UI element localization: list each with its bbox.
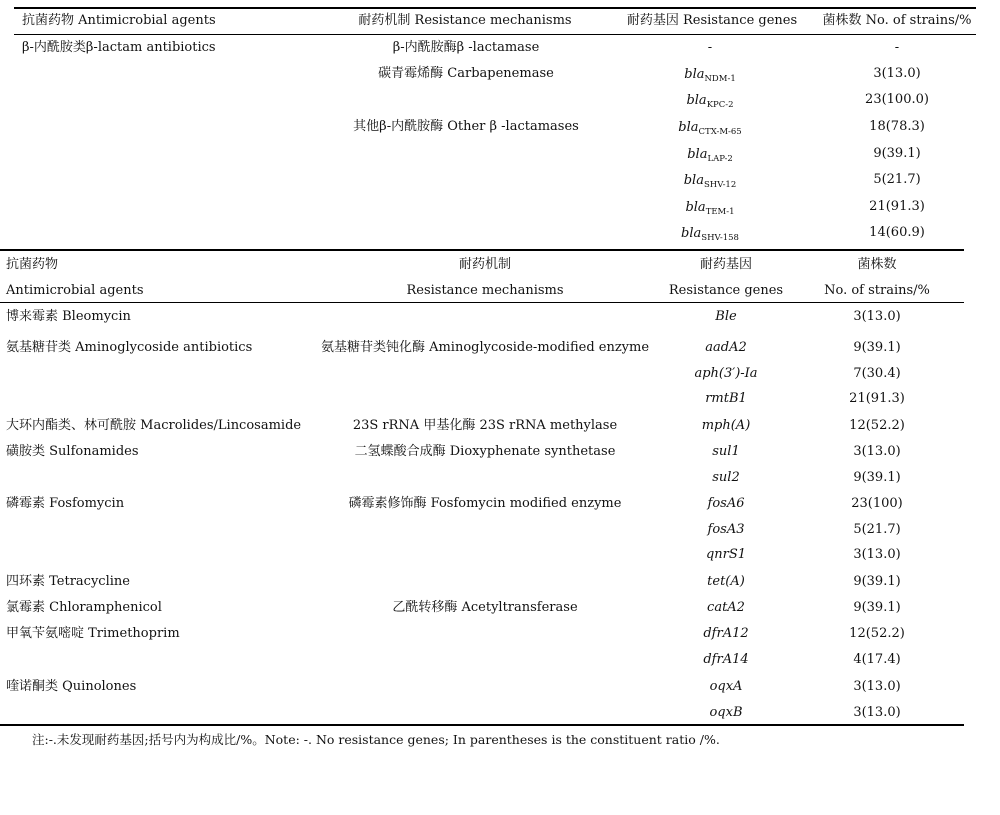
strains-cell: - [894, 40, 900, 55]
table1-header-rule [14, 34, 976, 35]
agent-cell: 磺胺类 Sulfonamides [6, 444, 139, 459]
agent-cell: 四环素 Tetracycline [6, 574, 130, 589]
table1-header-mechanisms: 耐药机制 Resistance mechanisms [358, 13, 572, 28]
mechanism-cell: 碳青霉烯酶 Carbapenemase [378, 66, 554, 81]
gene-cell [710, 679, 743, 695]
gene-subscript: CTX-M-65 [698, 127, 742, 137]
strains-cell: 3(13.0) [873, 66, 921, 81]
strains-cell: 9(39.1) [853, 340, 901, 355]
strains-cell: 5(21.7) [853, 522, 901, 537]
strains-cell: 23(100) [851, 496, 903, 511]
table2-header-agents-cn: 抗菌药物 [6, 257, 59, 272]
agent-cell: 甲氧苄氨嘧啶 Trimethoprim [6, 626, 180, 641]
table1-header-genes: 耐药基因 Resistance genes [626, 13, 798, 28]
gene-base: bla [683, 173, 704, 188]
strains-cell: 9(39.1) [853, 574, 901, 589]
strains-cell: 23(100.0) [865, 92, 929, 107]
gene-name: aadA2 [705, 340, 747, 355]
gene-base: bla [684, 67, 705, 82]
table2-header-agents-en: Antimicrobial agents [6, 283, 144, 298]
gene-cell [708, 496, 745, 512]
strains-cell: 3(13.0) [853, 547, 901, 562]
gene-base: bla [685, 200, 706, 215]
strains-cell: 9(39.1) [853, 600, 901, 615]
mechanism-cell: 二氢蝶酸合成酶 Dioxyphenate synthetase [354, 444, 616, 459]
gene-name: oqxB [709, 705, 743, 720]
gene-name: oqxA [709, 679, 743, 694]
strains-cell: 4(17.4) [853, 652, 901, 667]
gene-name: qnrS1 [705, 547, 747, 562]
strains-cell: 5(21.7) [873, 172, 921, 187]
table1-bottom-rule [0, 249, 964, 251]
table2-header-strains-en: No. of strains/% [824, 283, 930, 298]
gene-cell [703, 652, 748, 668]
gene-base: bla [678, 120, 699, 135]
gene-cell [681, 226, 739, 246]
gene-name: dfrA14 [703, 652, 749, 667]
agent-cell: β-内酰胺类β-lactam antibiotics [22, 40, 216, 55]
gene-cell [706, 547, 746, 563]
gene-name: tet(A) [707, 574, 745, 589]
strains-cell: 3(13.0) [853, 679, 901, 694]
strains-cell: 3(13.0) [853, 705, 901, 720]
agent-cell: 大环内酯类、林可酰胺 Macrolides/Lincosamide [6, 418, 302, 433]
gene-cell [712, 470, 739, 486]
gene-subscript: TEM-1 [705, 207, 735, 217]
agent-cell: 喹诺酮类 Quinolones [6, 679, 137, 694]
gene-subscript: LAP-2 [707, 154, 733, 164]
gene-cell [684, 173, 737, 193]
gene-cell [708, 522, 745, 538]
gene-base: bla [687, 147, 708, 162]
gene-cell [687, 147, 733, 167]
table2-header-genes-cn: 耐药基因 [699, 257, 753, 272]
table2-header-mechanisms-en: Resistance mechanisms [406, 283, 564, 298]
strains-cell: 9(39.1) [853, 470, 901, 485]
strains-cell: 9(39.1) [873, 146, 921, 161]
gene-name: catA2 [707, 600, 745, 615]
table1-header-agents: 抗菌药物 Antimicrobial agents [22, 13, 216, 28]
table1-top-rule [14, 7, 976, 9]
gene-cell [712, 444, 739, 460]
gene-subscript: NDM-1 [704, 74, 736, 84]
table2-header-rule [0, 302, 964, 303]
gene-base: bla [681, 226, 702, 241]
gene-cell [703, 626, 748, 642]
gene-name: dfrA12 [703, 626, 749, 641]
mechanism-cell: β-内酰胺酶β -lactamase [392, 40, 540, 55]
gene-name: rmtB1 [705, 391, 747, 406]
table2-bottom-rule [0, 724, 964, 726]
gene-cell [694, 366, 757, 382]
strains-cell: 12(52.2) [849, 418, 905, 433]
table-footnote: 注:-.未发现耐药基因;括号内为构成比/%。Note: -. No resistance genes; In parentheses is the constituent ratio /%. [32, 732, 720, 747]
gene-cell: - [707, 40, 713, 55]
gene-cell [707, 574, 745, 590]
gene-cell [705, 340, 746, 356]
gene-name: mph(A) [701, 418, 751, 433]
gene-name: aph(3′)-Ia [694, 366, 758, 381]
gene-cell [705, 391, 747, 407]
agent-cell: 博来霉素 Bleomycin [6, 309, 131, 324]
mechanism-cell: 23S rRNA 甲基化酶 23S rRNA methylase [352, 418, 618, 433]
gene-cell [678, 120, 741, 140]
strains-cell: 3(13.0) [853, 309, 901, 324]
gene-name: fosA6 [707, 496, 745, 511]
table2-header-strains-cn: 菌株数 [857, 257, 897, 272]
strains-cell: 21(91.3) [869, 199, 925, 214]
gene-cell [684, 67, 735, 87]
gene-cell [707, 600, 745, 616]
table2-header-mechanisms-cn: 耐药机制 [458, 257, 512, 272]
mechanism-cell: 乙酰转移酶 Acetyltransferase [392, 600, 578, 615]
gene-name: Ble [715, 309, 737, 324]
gene-cell [686, 93, 733, 113]
agent-cell: 氨基糖苷类 Aminoglycoside antibiotics [6, 340, 253, 355]
mechanism-cell: 其他β-内酰胺酶 Other β -lactamases [353, 119, 579, 134]
strains-cell: 3(13.0) [853, 444, 901, 459]
mechanism-cell: 磷霉素修饰酶 Fosfomycin modified enzyme [348, 496, 622, 511]
table1-header-strains: 菌株数 No. of strains/% [822, 13, 972, 28]
gene-name: sul1 [712, 444, 740, 459]
gene-name: sul2 [712, 470, 740, 485]
gene-subscript: SHV-158 [701, 233, 739, 243]
gene-base: bla [686, 93, 707, 108]
table2-header-genes-en: Resistance genes [668, 283, 784, 298]
agent-cell: 磷霉素 Fosfomycin [6, 496, 125, 511]
gene-cell [685, 200, 734, 220]
agent-cell: 氯霉素 Chloramphenicol [6, 600, 162, 615]
gene-subscript: SHV-12 [703, 180, 737, 190]
gene-cell [709, 705, 742, 721]
strains-cell: 7(30.4) [853, 366, 901, 381]
gene-cell [715, 309, 736, 325]
gene-name: fosA3 [707, 522, 745, 537]
mechanism-cell: 氨基糖苷类钝化酶 Aminoglycoside-modified enzyme [320, 340, 650, 355]
gene-subscript: KPC-2 [706, 100, 734, 110]
strains-cell: 14(60.9) [869, 225, 925, 240]
strains-cell: 21(91.3) [849, 391, 905, 406]
strains-cell: 18(78.3) [869, 119, 925, 134]
gene-cell [702, 418, 751, 434]
strains-cell: 12(52.2) [849, 626, 905, 641]
